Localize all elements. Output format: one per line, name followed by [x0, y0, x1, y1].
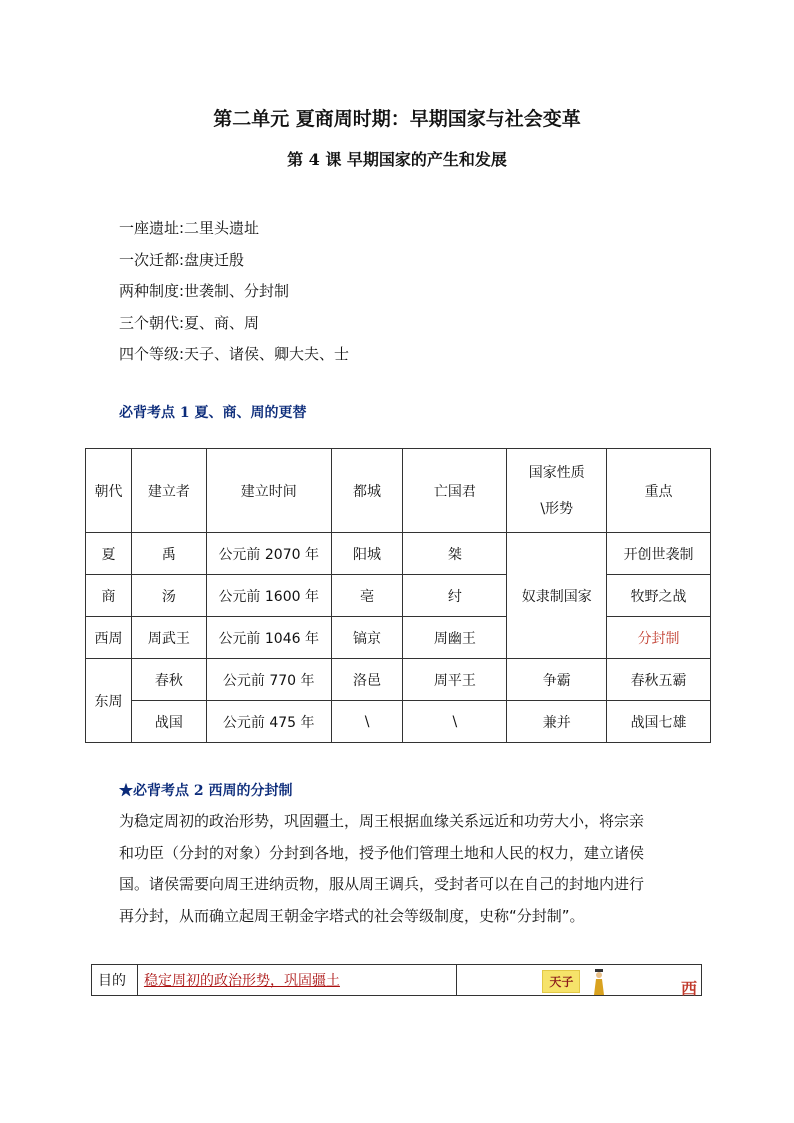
paragraph-line: 为稳定周初的政治形势，巩固疆土，周王根据血缘关系远近和功劳大小，将宗亲	[119, 812, 645, 830]
purpose-value: 稳定周初的政治形势，巩固疆土	[143, 973, 340, 989]
table-cell: 亳	[331, 575, 403, 617]
table-row	[86, 533, 711, 575]
table-cell: 周武王	[131, 617, 206, 659]
header-cell: 建立者	[131, 449, 206, 533]
table-cell: 周平王	[403, 659, 507, 701]
summary-item: 四个等级:天子、诸侯、卿大夫、士	[119, 345, 350, 363]
table-cell: 禹	[131, 533, 206, 575]
summary-item: 三个朝代:夏、商、周	[119, 313, 260, 332]
table-cell-merged: 东周	[86, 659, 132, 743]
header-cell: 重点	[607, 449, 711, 533]
dynasty-table	[85, 448, 711, 743]
table-cell: \	[331, 701, 403, 743]
header-cell: 都城	[331, 449, 403, 533]
table-row	[86, 701, 711, 743]
section-heading-2: ★必背考点 2 西周的分封制	[119, 783, 293, 799]
purpose-cell	[137, 965, 456, 996]
header-nature-line2: \形势	[540, 500, 574, 517]
table-cell: \	[403, 701, 507, 743]
purpose-table	[91, 964, 702, 996]
summary-item: 一次迁都:盘庚迁殷	[119, 250, 245, 269]
lesson-title: 第 4 课 早期国家的产生和发展	[287, 150, 507, 169]
summary-item: 两种制度:世袭制、分封制	[119, 282, 290, 300]
paragraph-line: 和功臣（分封的对象）分封到各地，授予他们管理土地和人民的权力，建立诸侯	[119, 843, 645, 862]
table-header-row	[86, 449, 711, 533]
table-cell: 战国七雄	[607, 701, 711, 743]
table-cell: 周幽王	[403, 617, 507, 659]
table-cell: 兼并	[507, 701, 607, 743]
header-cell: 亡国君	[403, 449, 507, 533]
table-cell: 镐京	[331, 617, 403, 659]
table-cell-merged: 奴隶制国家	[507, 533, 607, 659]
table-cell: 桀	[403, 533, 507, 575]
table-cell: 春秋	[131, 659, 206, 701]
table-cell: 西周	[86, 617, 132, 659]
table-cell: 夏	[86, 533, 132, 575]
diagram-top	[542, 969, 604, 995]
table-cell: 洛邑	[331, 659, 403, 701]
table-cell: 牧野之战	[607, 575, 711, 617]
section-heading-1: 必背考点 1 夏、商、周的更替	[119, 405, 307, 421]
table-row	[86, 575, 711, 617]
diagram-cell	[457, 965, 702, 996]
table-cell: 春秋五霸	[607, 659, 711, 701]
table-cell: 战国	[131, 701, 206, 743]
table-cell-highlight: 分封制	[607, 617, 711, 659]
table-cell: 商	[86, 575, 132, 617]
header-cell: 建立时间	[206, 449, 331, 533]
table-cell: 公元前 2070 年	[206, 533, 331, 575]
body-paragraph	[119, 806, 689, 932]
table-cell: 汤	[131, 575, 206, 617]
paragraph-line: 再分封，从而确立起周王朝金字塔式的社会等级制度，史称“分封制”。	[119, 906, 585, 925]
tianzi-badge: 天子	[542, 970, 580, 993]
table-cell: 公元前 1046 年	[206, 617, 331, 659]
purpose-label: 目的	[92, 965, 138, 996]
paragraph-line: 国。诸侯需要向周王进纳贡物，服从周王调兵，受封者可以在自己的封地内进行	[119, 875, 645, 893]
unit-title: 第二单元 夏商周时期：早期国家与社会变革	[213, 108, 581, 130]
header-cell	[507, 449, 607, 533]
table-row	[86, 659, 711, 701]
header-cell: 朝代	[86, 449, 132, 533]
table-cell: 公元前 475 年	[206, 701, 331, 743]
summary-list	[119, 213, 349, 371]
king-figure-icon	[593, 969, 605, 995]
header-nature-line1: 国家性质	[528, 464, 585, 481]
table-row	[92, 965, 702, 996]
table-cell: 公元前 1600 年	[206, 575, 331, 617]
table-cell: 公元前 770 年	[206, 659, 331, 701]
table-cell: 争霸	[507, 659, 607, 701]
table-cell: 纣	[403, 575, 507, 617]
summary-item: 一座遗址:二里头遗址	[119, 219, 260, 237]
corner-char: 西	[680, 979, 697, 998]
table-cell: 开创世袭制	[607, 533, 711, 575]
table-cell: 阳城	[331, 533, 403, 575]
table-row	[86, 617, 711, 659]
